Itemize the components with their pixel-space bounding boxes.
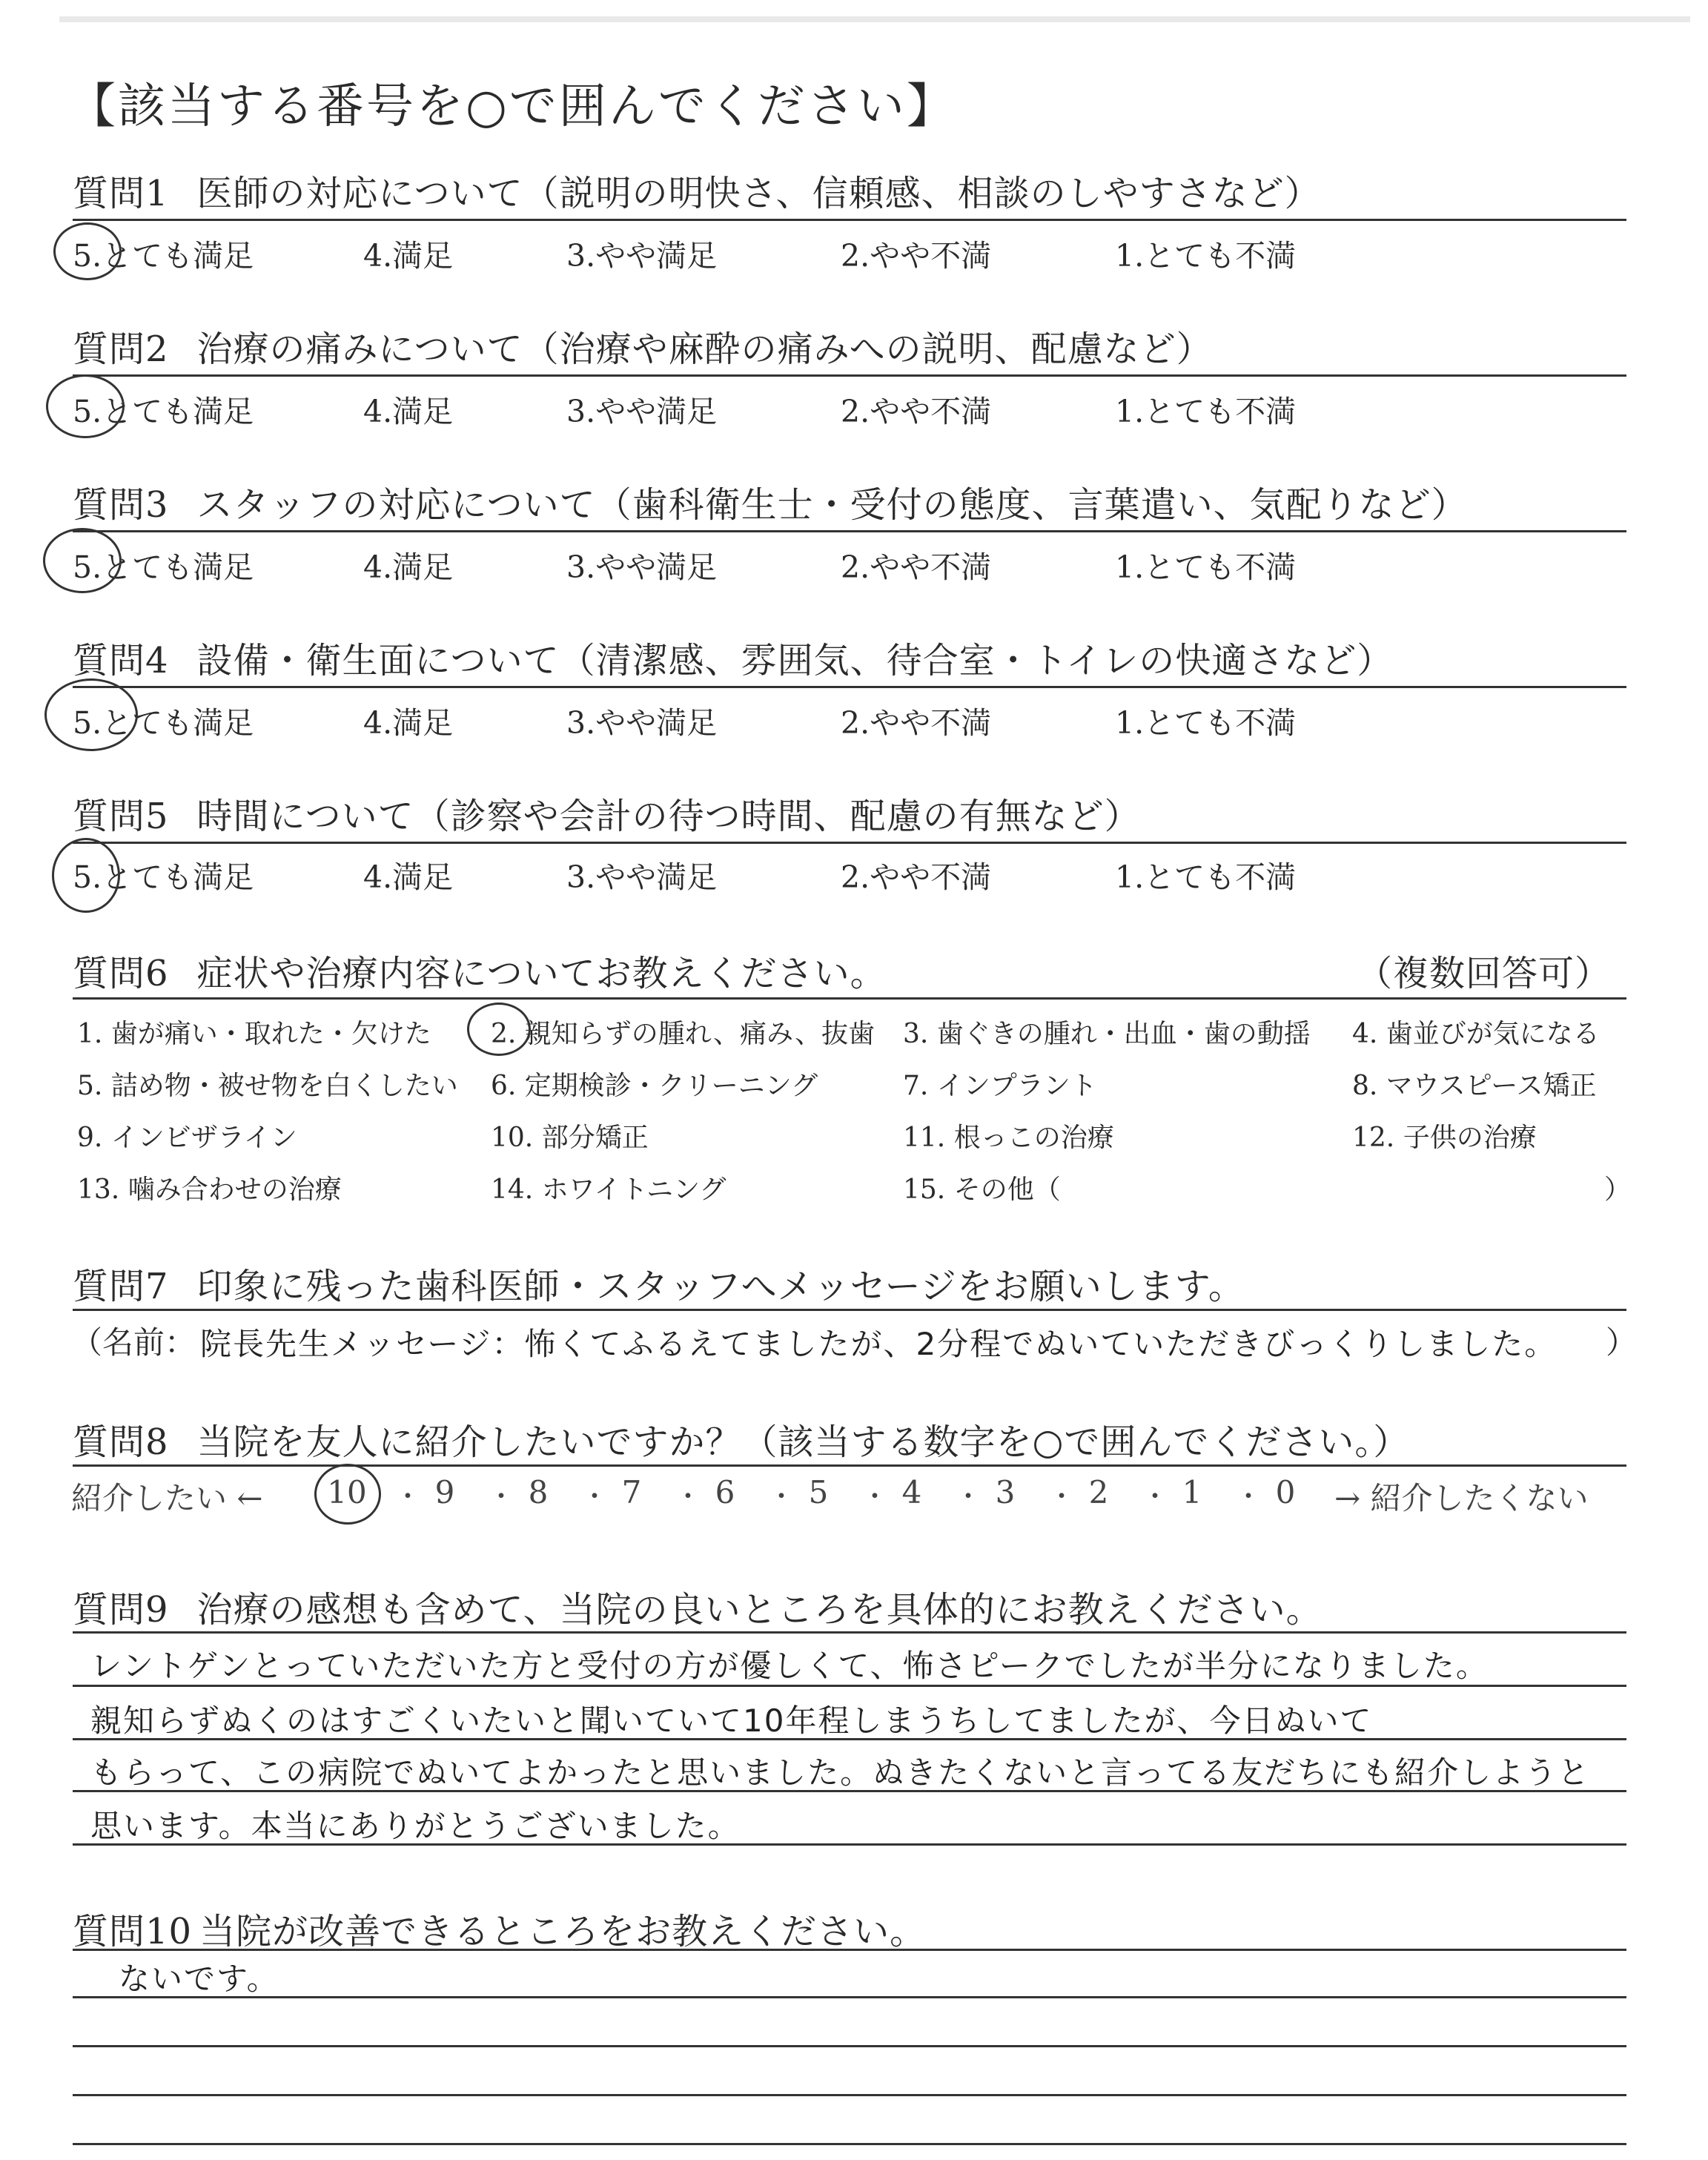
q8-scale-5[interactable]: 5: [808, 1474, 829, 1510]
q9-answer-rule: [73, 1790, 1626, 1792]
q5-option-1[interactable]: 1.とても不満: [1115, 859, 1297, 895]
question-2-heading: [73, 320, 1213, 371]
q2-option-4[interactable]: 4.満足: [363, 394, 454, 429]
question-6-rule: [73, 997, 1626, 1000]
q8-scale-10[interactable]: 10: [327, 1474, 367, 1510]
q6-option-1[interactable]: 1. 歯が痛い・取れた・欠けた: [77, 1019, 431, 1049]
q9-answer-rule: [73, 1843, 1626, 1846]
q8-scale-3[interactable]: 3: [995, 1474, 1016, 1510]
q8-dot: ・: [768, 1482, 795, 1512]
q4-option-4[interactable]: 4.満足: [363, 705, 454, 741]
q4-selected-circle: [44, 678, 138, 751]
question-10-rule: [73, 1949, 1626, 1951]
q1-selected-circle: [53, 222, 122, 280]
q5-selected-circle: [52, 838, 120, 913]
q7-name-label: （名前：: [71, 1324, 196, 1361]
q9-answer-line-4[interactable]: 思います。本当にありがとうございました。: [90, 1808, 741, 1844]
q3-selected-circle: [43, 528, 122, 593]
question-3-number: 質問3: [73, 484, 169, 526]
q8-scale-0[interactable]: 0: [1275, 1474, 1296, 1510]
q10-answer-rule: [73, 2045, 1626, 2047]
page-title: 【該当する番号を○で囲んでください】: [68, 79, 956, 134]
question-8-number: 質問8: [73, 1421, 169, 1463]
question-9-number: 質問9: [73, 1589, 169, 1631]
question-4-rule: [73, 686, 1626, 688]
q6-selected-circle: [467, 1003, 531, 1056]
question-3-text: スタッフの対応について（歯科衛生士・受付の態度、言葉遣い、気配りなど）: [196, 484, 1468, 526]
question-10-number: 質問10: [73, 1911, 193, 1952]
question-5-rule: [73, 842, 1626, 844]
q3-option-2[interactable]: 2.やや不満: [841, 549, 992, 585]
q1-option-3[interactable]: 3.やや満足: [566, 238, 718, 274]
q4-option-1[interactable]: 1.とても不満: [1115, 705, 1297, 741]
q2-option-3[interactable]: 3.やや満足: [566, 394, 718, 429]
q8-dot: ・: [955, 1482, 982, 1512]
question-5-text: 時間について（診察や会計の待つ時間、配慮の有無など）: [196, 796, 1141, 837]
q8-scale-8[interactable]: 8: [528, 1474, 549, 1510]
q8-dot: ・: [488, 1482, 515, 1512]
q8-scale-9[interactable]: 9: [434, 1474, 455, 1510]
question-9-text: 治療の感想も含めて、当院の良いところを具体的にお教えください。: [196, 1589, 1323, 1631]
question-1-heading: [73, 165, 1321, 216]
q1-option-5[interactable]: 5.とても満足: [73, 238, 254, 274]
q9-answer-line-1[interactable]: レントゲンとっていただいた方と受付の方が優しくて、怖さピークでしたが半分になりました。: [90, 1648, 1489, 1684]
question-9-rule: [73, 1631, 1626, 1634]
question-6-heading: [73, 945, 1612, 996]
q8-dot: ・: [861, 1482, 889, 1512]
q6-option-14[interactable]: 14. ホワイトニング: [491, 1175, 726, 1205]
q6-option-7[interactable]: 7. インプラント: [903, 1071, 1097, 1101]
q5-option-3[interactable]: 3.やや満足: [566, 859, 718, 895]
q8-dot: ・: [394, 1482, 422, 1512]
q6-option-10[interactable]: 10. 部分矯正: [491, 1123, 649, 1153]
q8-dot: ・: [1235, 1482, 1262, 1512]
q5-option-2[interactable]: 2.やや不満: [841, 859, 992, 895]
q6-option-6[interactable]: 6. 定期検診・クリーニング: [491, 1071, 818, 1101]
q10-answer-rule: [73, 2143, 1626, 2145]
q4-option-2[interactable]: 2.やや不満: [841, 705, 992, 741]
q6-option-8[interactable]: 8. マウスピース矯正: [1352, 1071, 1597, 1101]
q2-option-5[interactable]: 5.とても満足: [73, 394, 254, 429]
q8-left-label: 紹介したい ←: [71, 1480, 263, 1516]
question-7-text: 印象に残った歯科医師・スタッフへメッセージをお願いします。: [196, 1266, 1245, 1307]
q1-option-4[interactable]: 4.満足: [363, 238, 454, 274]
q8-scale-6[interactable]: 6: [715, 1474, 735, 1510]
q6-option-5[interactable]: 5. 詰め物・被せ物を白くしたい: [77, 1071, 458, 1101]
q9-answer-line-3[interactable]: もらって、この病院でぬいてよかったと思いました。ぬきたくないと言ってる友だちにも紹介しようと: [90, 1754, 1591, 1791]
q2-selected-circle: [46, 374, 125, 438]
question-8-heading: [73, 1413, 1409, 1464]
q9-answer-line-2[interactable]: 親知らずぬくのはすごくいたいと聞いていて10年程しまうちしてましたが、今日ぬいて: [90, 1702, 1373, 1739]
q1-option-2[interactable]: 2.やや不満: [841, 238, 992, 274]
q8-scale-7[interactable]: 7: [621, 1474, 642, 1510]
q10-answer-line-1[interactable]: ないです。: [119, 1961, 279, 1997]
question-8-rule: [73, 1464, 1626, 1467]
q4-option-3[interactable]: 3.やや満足: [566, 705, 718, 741]
question-2-number: 質問2: [73, 328, 169, 370]
q6-other-close: ）: [1604, 1175, 1632, 1205]
q6-option-3[interactable]: 3. 歯ぐきの腫れ・出血・歯の動揺: [903, 1019, 1311, 1049]
q3-option-1[interactable]: 1.とても不満: [1115, 549, 1297, 585]
question-6-text: 症状や治療内容についてお教えください。: [196, 953, 887, 994]
q8-dot: ・: [1048, 1482, 1076, 1512]
q8-scale-1[interactable]: 1: [1182, 1474, 1202, 1510]
question-10-heading: [73, 1903, 926, 1954]
q6-option-9[interactable]: 9. インビザライン: [77, 1123, 297, 1153]
question-7-rule: [73, 1309, 1626, 1311]
question-1-text: 医師の対応について（説明の明快さ、信頼感、相談のしやすさなど）: [196, 173, 1321, 214]
q8-scale-2[interactable]: 2: [1088, 1474, 1109, 1510]
question-6-note: （複数回答可）: [1357, 953, 1612, 994]
q6-option-11[interactable]: 11. 根っこの治療: [903, 1123, 1114, 1153]
question-5-number: 質問5: [73, 796, 169, 837]
q5-option-4[interactable]: 4.満足: [363, 859, 454, 895]
question-7-heading: [73, 1258, 1245, 1309]
q6-option-2[interactable]: 2. 親知らずの腫れ、痛み、抜歯: [491, 1019, 875, 1049]
question-3-rule: [73, 530, 1626, 532]
q7-message-handwritten[interactable]: 院長先生メッセージ：怖くてふるえてましたが、2分程でぬいていただきびっくりしました。: [200, 1326, 1558, 1362]
question-4-heading: [73, 632, 1393, 683]
q8-selected-circle: [314, 1464, 381, 1525]
q6-option-13[interactable]: 13. 噛み合わせの治療: [77, 1175, 342, 1205]
q8-dot: ・: [581, 1482, 609, 1512]
q3-option-3[interactable]: 3.やや満足: [566, 549, 718, 585]
q5-option-5[interactable]: 5.とても満足: [73, 859, 254, 895]
question-2-rule: [73, 374, 1626, 377]
q8-scale-4[interactable]: 4: [901, 1474, 922, 1510]
q3-option-5[interactable]: 5.とても満足: [73, 549, 254, 585]
question-4-text: 設備・衛生面について（清潔感、雰囲気、待合室・トイレの快適さなど）: [196, 640, 1394, 681]
q8-right-label: → 紹介したくない: [1334, 1480, 1589, 1516]
q9-answer-rule: [73, 1738, 1626, 1740]
question-6-number: 質問6: [73, 953, 169, 994]
question-3-heading: [73, 476, 1468, 527]
q6-option-4[interactable]: 4. 歯並びが気になる: [1352, 1019, 1600, 1049]
question-8-text: 当院を友人に紹介したいですか？（該当する数字を○で囲んでください。）: [196, 1421, 1410, 1463]
question-1-number: 質問1: [73, 173, 169, 214]
question-10-text: 当院が改善できるところをお教えください。: [199, 1911, 927, 1952]
q6-option-12[interactable]: 12. 子供の治療: [1352, 1123, 1537, 1153]
question-1-rule: [73, 219, 1626, 221]
question-9-heading: [73, 1581, 1323, 1632]
q8-dot: ・: [1142, 1482, 1169, 1512]
q4-option-5[interactable]: 5.とても満足: [73, 705, 254, 741]
question-7-number: 質問7: [73, 1266, 169, 1307]
top-border: [59, 16, 1690, 22]
q2-option-2[interactable]: 2.やや不満: [841, 394, 992, 429]
question-5-heading: [73, 787, 1141, 839]
q9-answer-rule: [73, 1685, 1626, 1687]
q3-option-4[interactable]: 4.満足: [363, 549, 454, 585]
q10-answer-rule: [73, 2094, 1626, 2096]
q10-answer-rule: [73, 1996, 1626, 1998]
question-4-number: 質問4: [73, 640, 169, 681]
q2-option-1[interactable]: 1.とても不満: [1115, 394, 1297, 429]
q7-close: ）: [1606, 1324, 1638, 1361]
q6-option-15[interactable]: 15. その他（: [903, 1175, 1061, 1205]
q1-option-1[interactable]: 1.とても不満: [1115, 238, 1297, 274]
question-2-text: 治療の痛みについて（治療や麻酔の痛みへの説明、配慮など）: [196, 328, 1213, 370]
q8-dot: ・: [675, 1482, 702, 1512]
